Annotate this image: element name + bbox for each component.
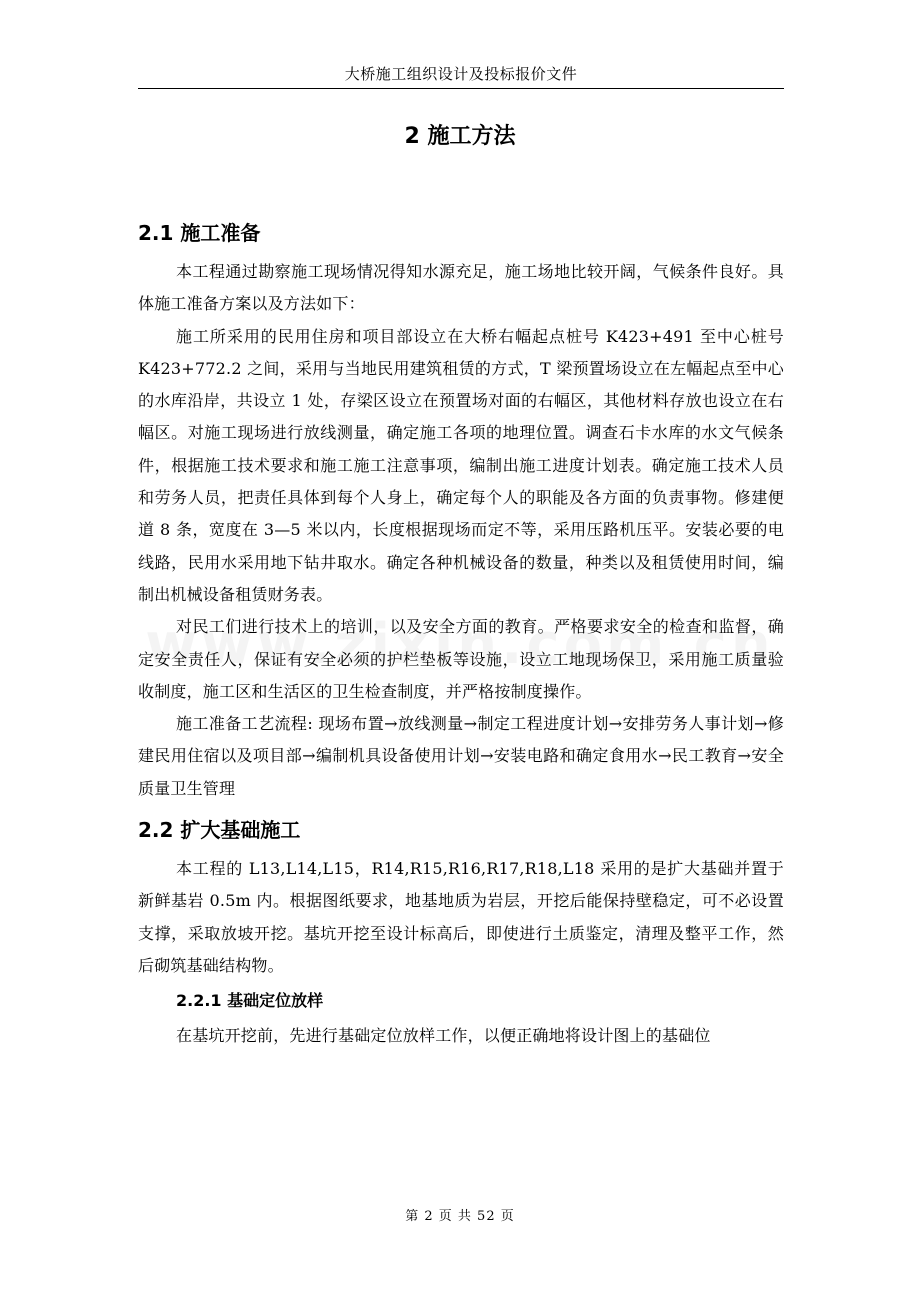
paragraph: 本工程通过勘察施工现场情况得知水源充足，施工场地比较开阔，气候条件良好。具体施工准备方案以及方法如下： xyxy=(138,262,784,314)
paragraph: 施工准备工艺流程: 现场布置→放线测量→制定工程进度计划→安排劳务人事计划→修建民用住宿以及项目部→编制机具设备使用计划→安装电路和确定食用水→民工教育→安全质量卫生管理 xyxy=(138,714,784,798)
paragraph: 本工程的 L13,L14,L15，R14,R15,R16,R17,R18,L18 采用的是扩大基础并置于新鲜基岩 0.5m 内。根据图纸要求，地基地质为岩层，开挖后能保持壁稳定，可不必设置支撑，采取放坡开挖。基坑开挖至设计标高后，即使进行土质鉴定，清理及整平工作，然后砌筑基础结构物。 xyxy=(138,859,784,975)
page-footer: 第 2 页 共 52 页 xyxy=(405,1209,515,1224)
chapter-title: 2 施工方法 xyxy=(404,124,516,149)
running-header: 大桥施工组织设计及投标报价文件 xyxy=(344,65,578,83)
header-rule xyxy=(138,88,784,89)
paragraph: 施工所采用的民用住房和项目部设立在大桥右幅起点桩号 K423+491 至中心桩号 K423+772.2 之间，采用与当地民用建筑租赁的方式，T 梁预置场设立在左幅起点至中心的水库沿岸，共设立 1 处，存梁区设立在预置场对面的右幅区，其他材料存放也设立在右幅区。对施工现场进行放线测量，确定施工各项的地理位置。调查石卡水库的水文气候条件，根据施工技术要求和施工施工注意事项，编制出施工进度计划表。确定施工技术人员和劳务人员，把责任具体到每个人身上，确定每个人的职能及各方面的负责事物。修建便道 8 条，宽度在 3—5 米以内，长度根据现场而定不等，采用压路机压平。安装必要的电线路，民用水采用地下钻井取水。确定各种机械设备的数量，种类以及租赁使用时间，编制出机械设备租赁财务表。 xyxy=(138,326,784,604)
paragraph: 对民工们进行技术上的培训，以及安全方面的教育。严格要求安全的检查和监督，确定安全责任人，保证有安全必须的护栏垫板等设施，设立工地现场保卫，采用施工质量验收制度，施工区和生活区的卫生检查制度，并严格按制度操作。 xyxy=(138,617,784,701)
section-heading-2-1: 2.1 施工准备 xyxy=(138,221,261,245)
section-heading-2-2: 2.2 扩大基础施工 xyxy=(138,818,301,843)
subsection-heading-2-2-1: 2.2.1 基础定位放样 xyxy=(176,991,324,1011)
document-body xyxy=(138,214,784,1053)
paragraph: 在基坑开挖前，先进行基础定位放样工作，以便正确地将设计图上的基础位 xyxy=(176,1026,711,1046)
